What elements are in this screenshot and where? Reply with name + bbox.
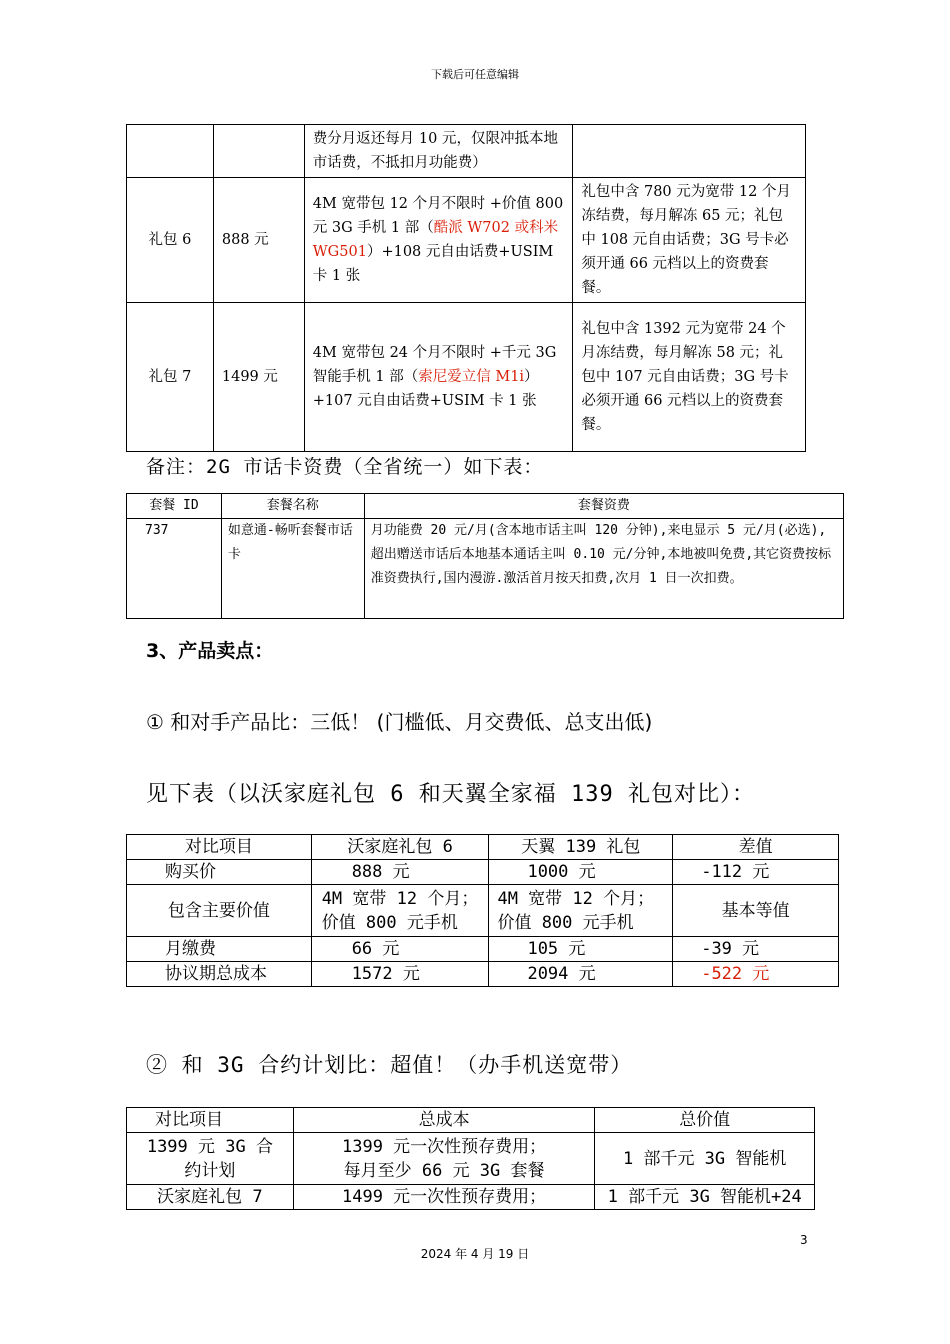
table-row	[127, 125, 806, 178]
table-row	[127, 303, 806, 452]
tariff-name: 如意通-畅听套餐市话卡	[221, 519, 364, 619]
column-header: 套餐资费	[364, 494, 843, 519]
compare-b: 105 元	[489, 937, 673, 962]
column-header: 对比项目	[127, 1108, 294, 1133]
tariff-fee: 月功能费 20 元/月(含本地市话主叫 120 分钟),来电显示 5 元/月(必选),超出赠送市话后本地基本通话主叫 0.10 元/分钟,本地被叫免费,其它资费按标准资费执行,国内漫游.激活首月按天扣费,次月 1 日一次扣费。	[364, 519, 843, 619]
column-header: 总成本	[293, 1108, 595, 1133]
table-row	[127, 937, 839, 962]
column-header: 差值	[673, 835, 839, 860]
column-header: 天翼 139 礼包	[489, 835, 673, 860]
contract-cost: 1399 元一次性预存费用；每月至少 66 元 3G 套餐	[293, 1133, 595, 1185]
compare-diff: -112 元	[673, 860, 839, 885]
page-footer-date: 2024 年 4 月 19 日	[420, 1247, 530, 1261]
table-header-row	[127, 494, 844, 519]
table-header-row	[127, 835, 839, 860]
compare-diff: 基本等值	[673, 885, 839, 937]
column-header: 套餐名称	[221, 494, 364, 519]
point-1: ① 和对手产品比：三低！ (门槛低、月交费低、总支出低)	[146, 710, 653, 734]
column-header: 套餐 ID	[127, 494, 222, 519]
compare-table	[126, 834, 839, 987]
contract-cost: 1499 元一次性预存费用；	[293, 1185, 595, 1210]
compare-item: 包含主要价值	[127, 885, 312, 937]
table-row	[127, 178, 806, 303]
table-row	[127, 1185, 815, 1210]
page-header: 下载后可任意编辑	[431, 68, 519, 81]
compare-b: 1000 元	[489, 860, 673, 885]
column-header: 对比项目	[127, 835, 312, 860]
table-row	[127, 1133, 815, 1185]
contract-table	[126, 1107, 815, 1210]
point-2: ② 和 3G 合约计划比：超值！（办手机送宽带）	[146, 1053, 633, 1077]
compare-diff: -39 元	[673, 937, 839, 962]
contract-value: 1 部千元 3G 智能机+24	[595, 1185, 815, 1210]
compare-item: 购买价	[127, 860, 312, 885]
package-note: 礼包中含 1392 元为宽带 24 个月冻结费，每月解冻 58 元；礼包中 107 元自由话费；3G 号卡必须开通 66 元档以上的资费套餐。	[573, 303, 806, 452]
section-heading: 3、产品卖点：	[146, 640, 274, 662]
compare-b: 2094 元	[489, 962, 673, 987]
package-content-cell: 4M 宽带包 12 个月不限时 +价值 800 元 3G 手机 1 部（酷派 W702 或科米 WG501）+108 元自由话费+USIM 卡 1 张	[304, 178, 573, 303]
column-header: 沃家庭礼包 6	[311, 835, 489, 860]
package-note: 礼包中含 780 元为宽带 12 个月冻结费，每月解冻 65 元；礼包中 108 元自由话费；3G 号卡必须开通 66 元档以上的资费套餐。	[573, 178, 806, 303]
package-name: 礼包 6	[127, 178, 214, 303]
tariff-table	[126, 493, 844, 619]
package-content-cell: 4M 宽带包 24 个月不限时 +千元 3G 智能手机 1 部（索尼爱立信 M1i）+107 元自由话费+USIM 卡 1 张	[304, 303, 573, 452]
package-price: 1499 元	[213, 303, 304, 452]
phone-model: 酷派 W702 或科米 WG501	[312, 220, 559, 260]
table-row	[127, 519, 844, 619]
column-header: 总价值	[595, 1108, 815, 1133]
note-heading: 备注：2G 市话卡资费（全省统一）如下表：	[146, 456, 544, 478]
compare-diff-highlight: -522 元	[673, 962, 839, 987]
table-header-row	[127, 1108, 815, 1133]
tariff-id: 737	[127, 519, 222, 619]
compare-a: 4M 宽带 12 个月；价值 800 元手机	[311, 885, 489, 937]
contract-item: 沃家庭礼包 7	[127, 1185, 294, 1210]
package-content-cell: 费分月返还每月 10 元，仅限冲抵本地市话费，不抵扣月功能费）	[304, 125, 573, 178]
phone-model: 索尼爱立信 M1i	[418, 369, 525, 385]
compare-intro: 见下表（以沃家庭礼包 6 和天翼全家福 139 礼包对比）：	[146, 782, 755, 807]
compare-item: 月缴费	[127, 937, 312, 962]
compare-a: 1572 元	[311, 962, 489, 987]
table-row	[127, 860, 839, 885]
compare-b: 4M 宽带 12 个月；价值 800 元手机	[489, 885, 673, 937]
package-price: 888 元	[213, 178, 304, 303]
table-row	[127, 962, 839, 987]
page-number: 3	[800, 1233, 808, 1247]
package-name: 礼包 7	[127, 303, 214, 452]
compare-item: 协议期总成本	[127, 962, 312, 987]
table-row	[127, 885, 839, 937]
package-table	[126, 124, 806, 452]
compare-a: 888 元	[311, 860, 489, 885]
contract-item: 1399 元 3G 合约计划	[127, 1133, 294, 1185]
contract-value: 1 部千元 3G 智能机	[595, 1133, 815, 1185]
compare-a: 66 元	[311, 937, 489, 962]
